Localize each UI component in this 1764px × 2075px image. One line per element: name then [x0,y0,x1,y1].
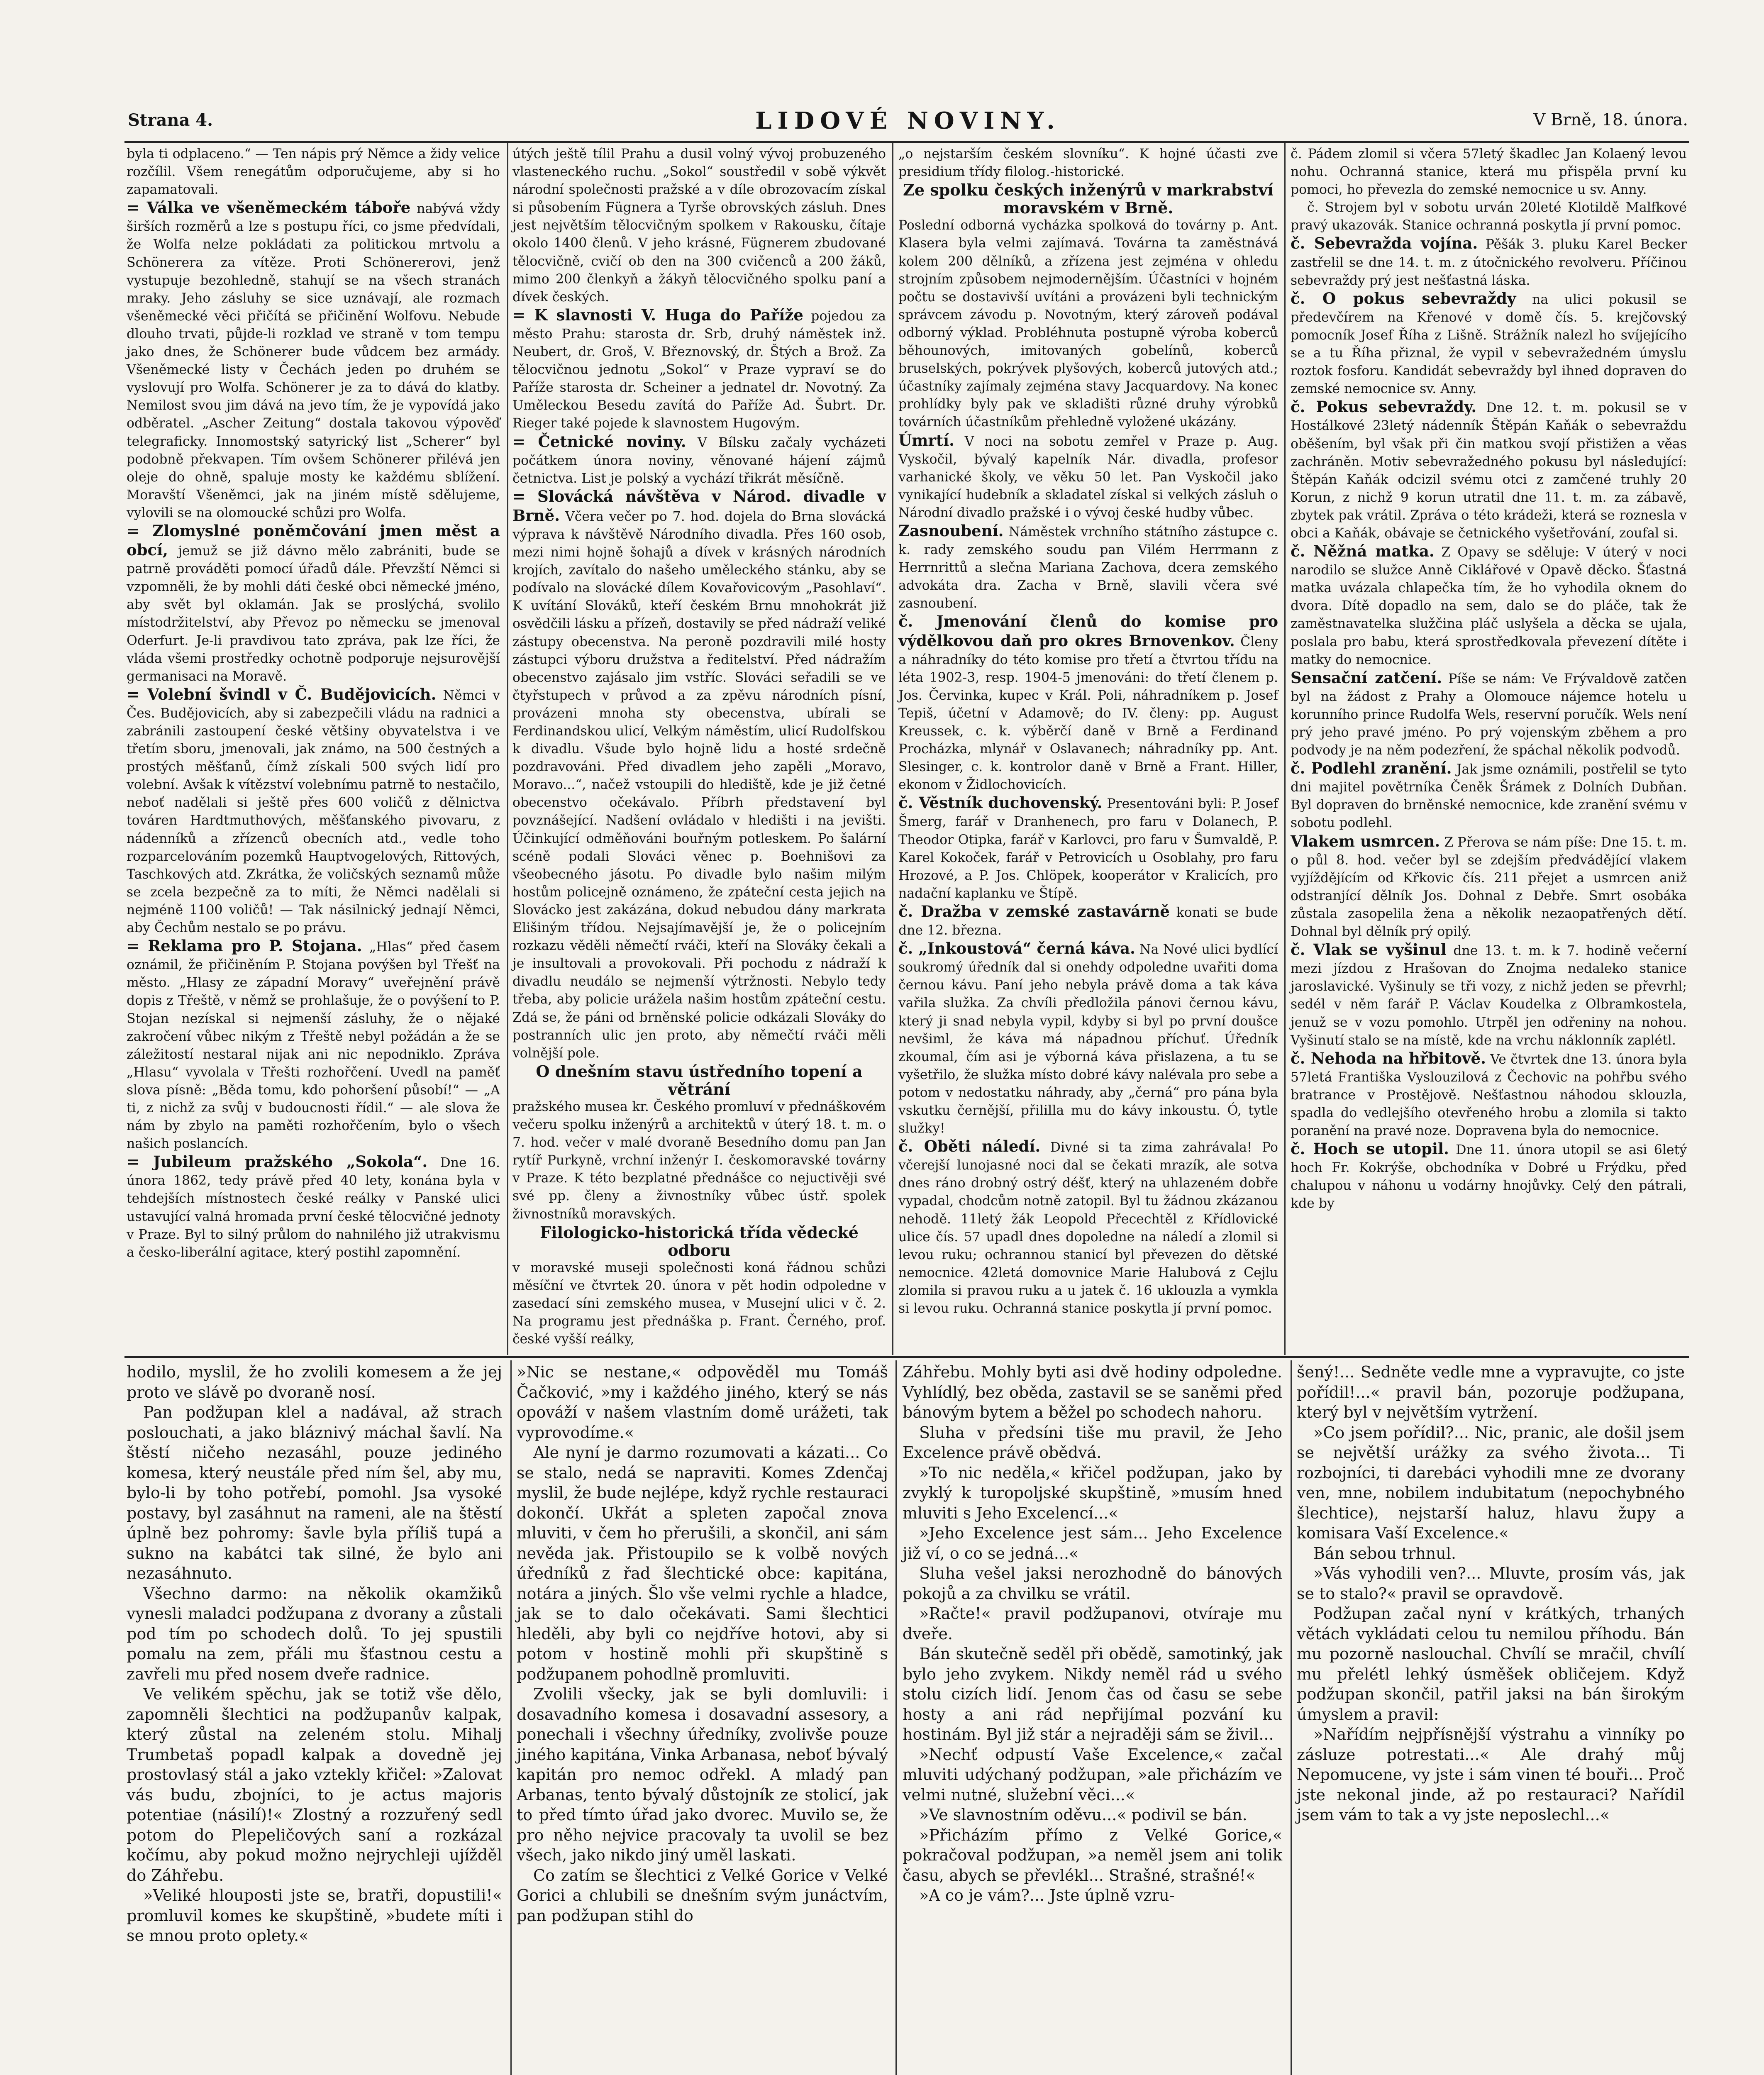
news-item [1291,542,1687,669]
news-headline: = Reklama pro P. Stojana. [127,937,362,955]
news-text: „Hlas“ před časem oznámil, že přičiněním P. Stojana povýšen byl Třešť na město. „Hlasy ze západní Moravy“ uveřejnění právě dopis z Třeště, v němž se prohlašuje, že o povýšení to P. Stojan nezískal si nejmenší zásluhy, že o nějaké zakročení vůbec nikým z Třeště nebyl požádán a že se záležitostí nestaral nijak ani nic nepodniklo. Zpráva „Hlasu“ vyvolala v Třešti rozhořčení. Uvedl na paměť slova písně: „Běda tomu, kdo pohoršení působí!“ — „A ti, z nichž za svůj v budoucnosti řídil.“ — ale slova že nám by zbylo na paměti rozhořčením, bylo o všech našich poslancích. [127,940,500,1152]
news-text: Poslední odborná vycházka spolková do továrny p. Ant. Klasera byla velmi zajímavá. Továrna ta zaměstnává kolem 200 dělníků, a zřízena jest zejména v ohledu strojním způsobem nejmodernějším. Účastníci v hojném počtu se dostavivší uvítáni a provázeni byli technickým správcem závodu p. Novotným, který zároveň podával odborný výklad. Probléhnuta postupně výroba koberců běhounových, imitovaných gobelínů, koberců bruselských, pokrývek plyšových, koberců jutových atd.; účastníky zajímaly zejména stavy Jacquardovy. Na konec prohlídky byly pak ve skladišti různé druhy výrobků továrních účastníkům přehledně vyložené ukázány. [898,218,1278,430]
news-headline: = Jubileum pražského „Sokola“. [127,1152,428,1171]
news-item [1291,398,1687,542]
news-item [127,522,500,686]
feuilleton-column-4 [1297,1362,1685,2075]
feuilleton-paragraph: »Nechť odpustí Vaše Excelence,« začal mluviti udýchaný podžupan, »ale přicházím ve velmi nutné, služební věci...« [903,1745,1282,1804]
news-headline: č. Pokus sebevraždy. [1291,398,1477,416]
column-divider [1291,1360,1292,2075]
news-headline: = K slavnosti V. Huga do Paříže [512,305,803,324]
news-text: Divné si ta zima zahrávala! Po včerejší lunojasné noci dal se čekati mrazík, ale sotva dnes ráno drobný ostrý déšť, který na uhlazeném dobře vypadal, chodcům notně zatopil. Byl tu žádnou zkázanou nehodě. 11letý žák Leopold Přecechtěl z Křídlovické ulice čís. 57 upadl dnes dopoledne na náledí a zlomil si levou ruku; ochrannou stanicí byl převezen do dětské nemocnice. 42letá domovnice Marie Halubová z Cejlu zlomila si pravou ruku a u jatek č. 16 uklouzla a vymkla si levou ruku. Ochranná stanice poskytla jí první pomoc. [898,1140,1278,1316]
page-header [128,107,1688,140]
news-item [512,145,886,306]
news-text: Z Přerova se nám píše: Dne 15. t. m. o půl 8. hod. večer byl se zdejším předvádějící vlakem vyjíždějícím od Křkovic čís. 211 přejet a usmrcen aniž odstranjící dělník Jos. Dohnal z Debře. Smrt osobáka zůstala zasopelila žena a několik nezaopatřených dětí. Dohnal byl dělník prý opilý. [1291,835,1687,940]
feuilleton-paragraph: »Nařídím nejpřísnější výstrahu a vinníky po zásluze potrestati...« Ale drahý můj Nepomucene, vy jste i sám vinen té bouři... Proč jste nekonal jinde, až po restauraci? Nařídil jsem vám to tak a vy jste neposlechl...« [1297,1725,1685,1824]
feuilleton-paragraph: Sluha v předsíni tiše mu pravil, že Jeho Excelence právě obědvá. [903,1423,1282,1462]
news-headline: = Slovácká návštěva v Národ. divadle v Brně. [512,487,886,525]
news-headline: č. Podlehl zranění. [1291,759,1452,778]
news-headline: č. Jmenování členů do komise pro výdělkovou daň pro okres Brnovenkov. [898,612,1278,650]
news-text: Pěšák 3. pluku Karel Becker zastřelil se dne 14. t. m. z útočnického revolveru. Příčinou sebevraždy prý jest nešťastná láska. [1291,237,1687,288]
feuilleton-paragraph: »To nic neděla,« křičel podžupan, jako by zvyklý k turopoljské skupštině, »musím hned mluviti s Jeho Excelencí...« [903,1463,1282,1522]
news-text: Dne 12. t. m. pokusil se v Hostálkové 23letý nádenník Štěpán Kaňák o sebevraždu oběšením, byl však při čin matkou svojí přistižen a věas zachráněn. Motiv sebevražedného pokusu byl následující: Štěpán Kaňák odcizil svému otci z zamčené truhly 20 Korun, z nichž 9 korun utratil dne 11. t. m. za zábavě, zbytek pak vrátil. Zpráva o této krádeži, která se roznesla v obci a Kaňák, obávaje se četnického vyšetřování, zoufal si. [1291,400,1687,541]
news-text: Ve čtvrtek dne 13. února byla 57letá Františka Vyslouzilová z Čechovic na pohřbu svého bratrance v Prostějově. Nešťastnou náhodou sklouzla, spadla do vedlejšího otevřeného hrobu a zlomila si takto poranění na pravé noze. Dopravena byla do nemocnice. [1291,1052,1687,1139]
news-column-1 [127,145,500,1353]
feuilleton-paragraph: Bán skutečně seděl při obědě, samotinký, jak bylo jeho zvykem. Nikdy neměl rád u svého stolu cizích lidí. Jenom čas od času se sebe hosty a ani rád nepřijímal pozvání ku hostinám. Byl již stár a nejraději sám se živil... [903,1645,1282,1743]
news-text: V Bílsku začaly vycházeti počátkem února noviny, věnované hájení zájmů četnictva. List je polský a vychází třikrát měsíčně. [512,435,886,486]
news-headline: Ze spolku českých inženýrů v markrabství moravském v Brně. [903,181,1274,217]
column-divider [510,1360,512,2075]
feuilleton-column-3 [903,1362,1282,2075]
news-text: Presentováni byli: P. Josef Šmerg, farář v Dranhenech, pro faru v Dolanech, P. Theodor Otipka, farář v Karlovci, pro faru v Šumvaldě, P. Karel Kokoček, farář v Petrovicích u Osoblahy, pro faru Hrozové, a P. Jos. Chlöpek, kooperátor v Kralicích, pro nadační kaplanku ve Štípě. [898,796,1278,901]
news-item [512,1062,886,1098]
column-divider [1284,143,1286,1355]
news-headline: č. O pokus sebevraždy [1291,289,1516,308]
news-item [1291,1050,1687,1140]
news-column-3 [898,145,1278,1353]
news-item [898,940,1278,1138]
news-item [1291,941,1687,1050]
news-text: v moravské museji společnosti koná řádnou schůzi měsíční ve čtvrtek 20. února v pět hodin odpoledne v zasedací síni zemského musea, v Musejní ulici v č. 2. Na programu jest přednáška p. Frant. Černého, prof. české vyšší reálky, [512,1260,886,1347]
news-text: pojedou za město Prahu: starosta dr. Srb, druhý náměstek inž. Neubert, dr. Groš, V. Březnovský, dr. Štých a Brož. Za tělocvičnou jednotu „Sokol“ v Praze vypraví se do Paříže starosta dr. Scheiner a jednatel dr. Novotný. Za Uměleckou Besedu zavítá do Paříže Ad. Šubrt. Dr. Rieger také pojede k slavnostem Hugovým. [512,308,886,431]
feuilleton-paragraph: Co zatím se šlechtici z Velké Gorice v Velké Gorici a chlubili se dnešním svým junáctvím, pan podžupan stihl do [517,1866,888,1925]
feuilleton-paragraph: Záhřebu. Mohly byti asi dvě hodiny odpoledne. Vyhlídlý, bez oběda, zastavil se se saněmi před bánovým bytem a běžel po schodech nahoru. [903,1363,1282,1421]
page-number: Strana 4. [128,110,213,130]
feuilleton-paragraph: Bán sebou trhnul. [1313,1544,1456,1562]
news-item [898,432,1278,522]
feuilleton-paragraph: šený!... Sedněte vedle mne a vypravujte, co jste pořídil!...« pravil bán, pozoruje podžupana, který byl v největším vytržení. [1297,1363,1685,1421]
news-item [127,145,500,199]
header-rule [124,141,1689,143]
news-headline: = Válka ve všeněmeckém táboře [127,198,411,217]
news-headline: Vlakem usmrcen. [1291,832,1440,850]
column-divider [507,143,508,1355]
news-headline: č. Hoch se utopil. [1291,1140,1449,1158]
news-item [512,488,886,1062]
news-text: nabývá vždy širších rozměrů a lze s postupu říci, co jsme předvídali, že Wolfa nelze pokládati za politickou mrtvolu a Schönerera za vítěze. Proti Schönererovi, jenž vystupuje bezohledně, stahují se na všech stranách mraky. Jeho zásluhy se sice uznávají, ale rozmach všeněmecké věci přičítá se přičinění Wolfovu. Nebude dlouho trvati, půjde-li rozklad ve straně v tom tempu jako dnes, že Schönerer bude vůdcem bez armády. Všeněmecké listy v Čechách jeden po druhém se vyslovují pro Wolfa. Schönerer je za to dává do klatby. Nemilost svou jim dává na jevo tím, že je vypovídá jako odběratel. „Ascher Zeitung“ dostala takovou výpověď telegraficky. Innomostský satyrický list „Scherer“ byl podobně překvapen. Tím ovšem Schönerer přilévá jen oleje do ohně, spaluje mosty ke každému sblížení. Moravští Všeněmci, jak na jiném místě sdělujeme, vylovili se na olomoucké schůzi pro Wolfa. [127,201,500,520]
feuilleton-paragraph: »Přicházím přímo z Velké Gorice,« pokračoval podžupan, »a neměl jsem ani tolik času, abych se převlékl... Strašné, strašné!« [903,1826,1282,1885]
feuilleton-paragraph: hodilo, myslil, že ho zvolili komesem a že jej proto ve slávě po dvoraně nosí. [127,1363,502,1401]
news-item [898,613,1278,794]
column-divider [892,143,893,1355]
issue-date: V Brně, 18. února. [1533,110,1688,129]
news-text: útých ještě tílil Prahu a dusil volný vývoj probuzeného vlasteneckého ruchu. „Sokol“ soustředil v sobě výkvět národní společnosti pražské a v díle obrozovacím získal si působením Fügnera a Tyrše obrovských zásluh. Dnes jest největším tělocvičným spolkem v Rakousku, čítaje okolo 1400 členů. V jeho krásné, Fügnerem zbudované tělocvičně, cvičí ob den na 300 cvičenců a 200 žáků, mimo 200 členkyň a žákyň tělocvičného spolku paní a dívek českých. [512,146,886,305]
feuilleton-paragraph: »A co je vám?... Jste úplně vzru- [919,1886,1175,1904]
news-column-2 [512,145,886,1353]
news-headline: = Zlomyslné poněmčování jmen měst a obcí, [127,521,500,559]
feuilleton-paragraph: Pan podžupan klel a nadával, až strach poslouchati, a jako bláznivý máchal šavlí. Na štěstí ničeho nezasáhl, pouze jediného komesa, který neustále před ním šel, aby mu, bylo-li by toho potřebí, pomohl. Jsa vysoké postavy, byl zasáhnut na rameni, ale na štěstí úplně bez pohromy: šavle byla příliš tupá a sukno na kabátci tak silné, že bylo ani nezasáhnuto. [127,1403,502,1582]
news-item [1291,759,1687,832]
news-item [1291,234,1687,289]
news-item [898,522,1278,613]
news-text: byla ti odplaceno.“ — Ten nápis prý Němce a židy velice rozčílil. Všem renegátům odporučujeme, aby si ho zapamatovali. [127,146,500,198]
news-item [127,199,500,522]
news-text: dne 13. t. m. k 7. hodině večerní mezi jízdou z Hrašovan do Znojma nedaleko stanice jaroslavické. Vyšinuly se tři vozy, z nichž jeden se převrhl; sedél v něm farář P. Václav Koudelka z Olbramkostela, jenuž se v vozu pomohlo. Utrpěl jen odřeniny na nohou. Vyšinutí stalo se na místě, kde na vrchu náklonník zaplétl. [1291,943,1687,1048]
feuilleton-paragraph: »Ve slavnostním oděvu...« podivil se bán. [919,1806,1247,1824]
news-text: Dne 11. února utopil se asi 6letý hoch Fr. Kokrýše, obchodníka v Dobré u Frýdku, před chalupou v náhonu u vodárny hnojůvky. Celý den pátrali, kde by [1291,1142,1687,1211]
feuilleton-paragraph: »Jeho Excelence jest sám... Jeho Excelence již ví, o co se jedná...« [903,1524,1282,1562]
feuilleton-paragraph: »Co jsem pořídil?... Nic, pranic, ale došil jsem se největší urážky za svého života... Ti rozbojníci, ti darebáci vyhodili mne ze dvorany ven, mne, nobilem indubitatum (nepochybného šlechtice), nejstarší haluz, hlavu župy a komisara Vaší Excelence.« [1297,1423,1685,1542]
news-headline: č. „Inkoustová“ černá káva. [898,939,1135,958]
news-headline: č. Oběti náledí. [898,1137,1041,1156]
news-item [898,903,1278,940]
news-item [1291,1140,1687,1213]
news-item [1291,669,1687,759]
news-item [512,306,886,433]
news-item [1291,145,1687,199]
news-headline: Sensační zatčení. [1291,668,1442,687]
news-text: jemuž se již dávno mělo zabrániti, bude se patrně prováděti pomocí úřadů dále. Převzští Němci si vzpomněli, že by mohli dáti české obci německé jméno, aby svět byl oklamán. Jak se proslýchá, svolilo místodržitelství, aby Převoz po německu se jmenoval Oderfurt. Je-li pravdivou tato zpráva, pak lze říci, že vláda všemi prostředky ochotně podporuje nejsurovější germanisaci na Moravě. [127,544,500,684]
news-headline: č. Nehoda na hřbitově. [1291,1049,1486,1067]
news-item [512,1223,886,1259]
feuilleton-paragraph: »Račte!« pravil podžupanovi, otvíraje mu dveře. [903,1604,1282,1643]
news-headline: č. Něžná matka. [1291,542,1435,561]
feuilleton-paragraph: »Vás vyhodili ven?... Mluvte, prosím vás, jak se to stalo?« pravil se opravdově. [1297,1564,1685,1603]
news-text: Dne 16. února 1862, tedy právě před 40 lety, konána byla v tehdejších místnostech české reálky v Panské ulici ustavující valná hromada první české tělocvičné jednoty v Praze. Byl to silný průlom do nahnilého již utrakvismu a česko-liberální agitace, který postihl zapomnění. [127,1155,500,1260]
news-text: na ulici pokusil se předevčírem na Křenové v domě čís. 5. krejčovský pomocník Josef Říha z Lišně. Strážník nalezl ho svíjejícího se a tu Říha přiznal, že vypil v sebevražedném úmyslu roztok fosforu. Kandidát sebevraždy byl ihned dopraven do zemské nemocnice sv. Anny. [1291,292,1687,397]
news-item [898,1138,1278,1318]
feuilleton-paragraph: »Nic se nestane,« odpověděl mu Tomáš Čačković, »my i každého jiného, který se nás opováží v našem vlastním domě urážeti, tak vyprovodíme.« [517,1363,888,1442]
column-divider [895,1360,897,2075]
newspaper-title: LIDOVÉ NOVINY. [755,107,1061,134]
news-text: pražského musea kr. Českého promluví v přednáškovém večeru spolku inženýrů a architektů v úterý 18. t. m. o 7. hod. večer v malé dvoraně Besedního domu pan Jan rytíř Purkyně, vrchní inženýr I. českomoravské továrny v Praze. K této bezplatné přednášce co nejuctivěji své své pp. členy a živnostníky vůbec ústř. spolek živnostníků moravských. [512,1099,886,1222]
news-headline: č. Sebevražda vojína. [1291,234,1478,253]
news-text: Z Opavy se sděluje: V úterý v noci narodilo se služce Anně Ciklářové v Opavě děcko. Šťastná matka uvázala chlapečka tím, že ho vyhodila oknem do dvora. Dítě dopadlo na sem, dalo se do pláče, tak že zaměstnavatelka služčina pláč uslyšela a děcka se ujala, poslala pro babu, která sprostředkovala převezení dítěte i matky do nemocnice. [1291,545,1687,667]
news-item [512,433,886,488]
news-text: Členy a náhradníky do této komise pro třetí a čtvrtou třídu na léta 1902-3, resp. 1904-5 jmenováni: do třetí členem p. Jos. Červinka, kupec v Král. Poli, náhradníkem p. Josef Tepiš, účetní v Adamově; do IV. členy: pp. August Kreussek, c. k. výběrčí daně v Brně a Ferdinand Procházka, mlynář v Oslavanech; náhradníky pp. Ant. Slesinger, c. k. kontrolor daně v Brně a Frant. Hiller, ekonom v Židlochovicích. [898,634,1278,793]
news-item [898,145,1278,181]
feuilleton-paragraph: Podžupan začal nyní v krátkých, trhaných větách vykládati celou tu nemilou příhodu. Bán mu pozorně naslouchal. Chvílí se mračil, chvílí mu přelétl lehký úsměšek obličejem. Když podžupan skončil, patřil jaksi na bán širokým úmyslem a pravil: [1297,1604,1685,1723]
news-text: Němci v Čes. Budějovicích, aby si zabezpečili vládu na radnici a zabránili zastoupení české většiny obyvatelstva i ve třetím sboru, jmenovali, jak známo, na 500 čestných a prostých měšťanů, čímž získali 500 svých lidí pro volební. Avšak k vítězství volebnímu patrně to nestačilo, neboť nadělali si ještě přes 600 voličů z dělnictva továren Hardtmuthových, měšťanského pivovaru, z nádenníků a zřízenců obecních atd., vedle toho rozparcelováním pozemků Hauptvogelových, Rittových, Taschkových atd. Zkrátka, že voličských seznamů může se zcela bezpečně za to míti, že Němci nadělali si nejméně 1100 voličů! — Tak násilnický jednají Němci, aby Čechům nestalo se po právu. [127,688,500,936]
news-text: Na Nové ulici bydlící soukromý úředník dal si onehdy odpoledne uvařiti doma černou kávu. Paní jeho nebyla právě doma a tak káva vařila služka. Za chvíli předložila pánovi černou kávu, který ji snad nebyla vypil, kdyby si byl po první doušce nevšiml, že káva má nápadnou příchuť. Úředník zkoumal, čím asi je výborná káva přislazena, a tu se vyšetřilo, že služka místo dobré kávy nalévala pro sebe a potom v nedostatku náhrady, aby „černá“ pro pána byla vskutku černější, přililla mu do kávy inkoustu. Ó, tytle služky! [898,942,1278,1136]
feuilleton-paragraph: Sluha vešel jaksi nerozhodně do bánových pokojů a za chvilku se vrátil. [903,1564,1282,1603]
news-text: Včera večer po 7. hod. dojela do Brna slovácká výprava k návštěvě Národního divadla. Přes 160 osob, mezi nimi hojně šohajů a dívek v krásných národních krojích, zavítalo do našeho uměleckého stánku, aby se podívalo na slovácké dílem Kovařovicovým „Pasohlaví“. K uvítání Slováků, kteří českém Brnu mnohokrát již osvědčili lásku a přízeň, dostavily se před nádraží veliké zástupy obecenstva. Na peroně pozdravili milé hosty zástupci výboru družstva a ředitelství. Před nádražím obecenstvo zajásalo jim vstříc. Slováci seřadili se ve čtyřstupech v průvod a za zpěvu národních písní, provázeni mnoha sty obecenstva, ubírali se Ferdinandskou ulicí, Velkým náměstím, ulicí Rudolfskou k divadlu. Všude bylo hojně lidu a hosté srdečně pozdravováni. Před divadlem jeho zapěli „Moravo, Moravo...“, načež vstoupili do hlediště, kde je již četné obecenstvo očekávalo. Příbrh představení byl povznášející. Nadšení ovládalo v hledišti i na jevišti. Účinkující odměňováni bouřným potleskem. Po šalární scéně podali Slováci věnec p. Boehnišovi za všeobecného jásotu. Po divadle bylo našim milým hostům policejně oznámeno, že zpáteční cesta jejich na Slovácko jest zakázána, dokud nebudou dány markrata Elišiným třídou. Nejsajímavější je, že o policejním rozkazu věděli němečtí rváči, kteří na Slováky čekali a je insultovali a provokovali. Při pochodu z nádraží k divadlu neudálo se nejmenší výtržnosti. Nebylo tedy třeba, aby policie urážela našim hostům zpáteční cestu. Zdá se, že páni od brněnské policie odkázali Slováky do postranních ulic jen proto, aby němečtí rváči měli volnější pole. [512,509,886,1061]
feuilleton-column-2 [517,1362,888,2075]
news-headline: = Volební švindl v Č. Budějovicích. [127,685,437,703]
news-item [127,937,500,1153]
news-text: „o nejstarším českém slovníku“. K hojné účasti zve presidium třídy filolog.-historické. [898,146,1278,180]
news-text: Píše se nám: Ve Frývaldově zatčen byl na žádost z Prahy a Olomouce nájemce hotelu u korunního prince Rudolfa Wels, reservní poručík. Wels není prý jeho pravé jméno. Po prý vojenským zběhem a pro podvody je na něm podezření, že spáchal několik podvodů. [1291,671,1687,758]
news-text: V noci na sobotu zemřel v Praze p. Aug. Vyskočil, bývalý kapelník Nár. divadla, profesor varhanické školy, ve věku 50 let. Pan Vyskočil jako vynikající hudebník a skladatel získal si velkých zásluh o Národní divadlo pražské i o vývoj české hudby vůbec. [898,434,1278,520]
news-headline: Úmrtí. [898,431,954,449]
news-headline: Zasnoubení. [898,521,1004,540]
feuilleton-column-1 [127,1362,502,2075]
feuilleton-paragraph: Ve velikém spěchu, jak se totiž vše dělo, zapomněli šlechtici na podžupanův kalpak, který zůstal na zeleném stolu. Mihalj Trumbetaš popadl kalpak a dovedně jej prostovlasý stál a jako vztekly křičel: »Zalovat vás budu, zbojníci, to je actus majoris potentiae (násilí)!« Zlostný a rozzuřený sedl potom do Plepeličových saní a rozkázal kočímu, aby pokud možno nejrychleji ujížděl do Záhřebu. [127,1685,502,1885]
news-text: č. Strojem byl v sobotu urván 20leté Klotildě Malfkové pravý ukazovák. Stanice ochranná poskytla jí první pomoc. [1291,200,1687,233]
feuilleton-paragraph: Všechno darmo: na několik okamžiků vynesli maladci podžupana z dvorany a zůstali pod tím po schodech dolů. To jej spustili pomalu na zem, přáli mu šťastnou cestu a zavřeli mu před nosem dveře radnice. [127,1584,502,1683]
news-headline: = Četnické noviny. [512,432,686,451]
news-headline: č. Dražba v zemské zastavárně [898,902,1170,920]
feuilleton-paragraph: Ale nyní je darmo rozumovati a kázati... Co se stalo, nedá se napraviti. Komes Zdenčaj myslil, že bude nejlépe, když rychle restauraci dokončí. Ukřát a spleten započal znova mluviti, v čem ho přerušili, a skončil, ani sám nevěda jak. Přistoupilo se k volbě nových úředníků z řad šlechtické obce: kapitána, notára a jiných. Šlo vše velmi rychle a hladce, jak se to dalo očekávati. Sami šlechtici hleděli, aby byli co nejdříve hotovi, aby si potom v hostině mohli při skupštině s podžupanem pohodlně promluviti. [517,1443,888,1683]
feuilleton-paragraph: »Veliké hlouposti jste se, bratři, dopustili!« promluvil komes ke skupštině, »budete míti i se mnou proto oplety.« [127,1886,502,1945]
news-item [1291,832,1687,941]
news-item [1291,199,1687,234]
news-item [127,1153,500,1262]
news-text: Jak jsme oznámili, postřelil se tyto dni majitel povětrníka Čeněk Šrámek z Dolních Dubňan. Byl dopraven do brněnské nemocnice, kde zranění svému v sobotu podlehl. [1291,762,1687,831]
news-headline: O dnešním stavu ústředního topení a větrání [536,1062,863,1099]
news-headline: Filologicko-historická třída vědecké odboru [540,1223,859,1260]
news-item [1291,290,1687,398]
news-item [127,686,500,937]
feuilleton-rule [124,1356,1689,1358]
news-text: konati se bude dne 12. března. [898,905,1278,938]
news-column-4 [1291,145,1687,1353]
news-item [898,181,1278,217]
news-text: Náměstek vrchního státního zástupce c. k. rady zemského soudu pan Vilém Herrmann z Herrnrittů a slečna Mariana Zachova, dcera zemského advokáta dra. Zacha v Brně, slavili včera své zasnoubení. [898,524,1278,611]
feuilleton-paragraph: Zvolili všecky, jak se byli domluvili: i dosavadního komesa i dosavadní assesory, a ponechali i všechny úředníky, zvolivše pouze jiného kapitána, Vinka Arbanasa, neboť bývalý kapitán pro nemoc odřekl. A mladý pan Arbanas, tento bývalý důstojník ze stolicí, jak to před tímto úřad jako dvorec. Muvilo se, že pro něho nejvice pracovaly ta uvolil se bez všech, jako nikdo jiný uměl laskati. [517,1685,888,1864]
news-headline: č. Vlak se vyšinul [1291,940,1447,959]
news-text: č. Pádem zlomil si včera 57letý škadlec Jan Kolaený levou nohu. Ochranná stanice, která mu přispěla první ku pomoci, ho převezla do zemské nemocnice u sv. Anny. [1291,146,1687,198]
news-headline: č. Věstník duchovenský. [898,793,1103,812]
news-item [898,794,1278,903]
